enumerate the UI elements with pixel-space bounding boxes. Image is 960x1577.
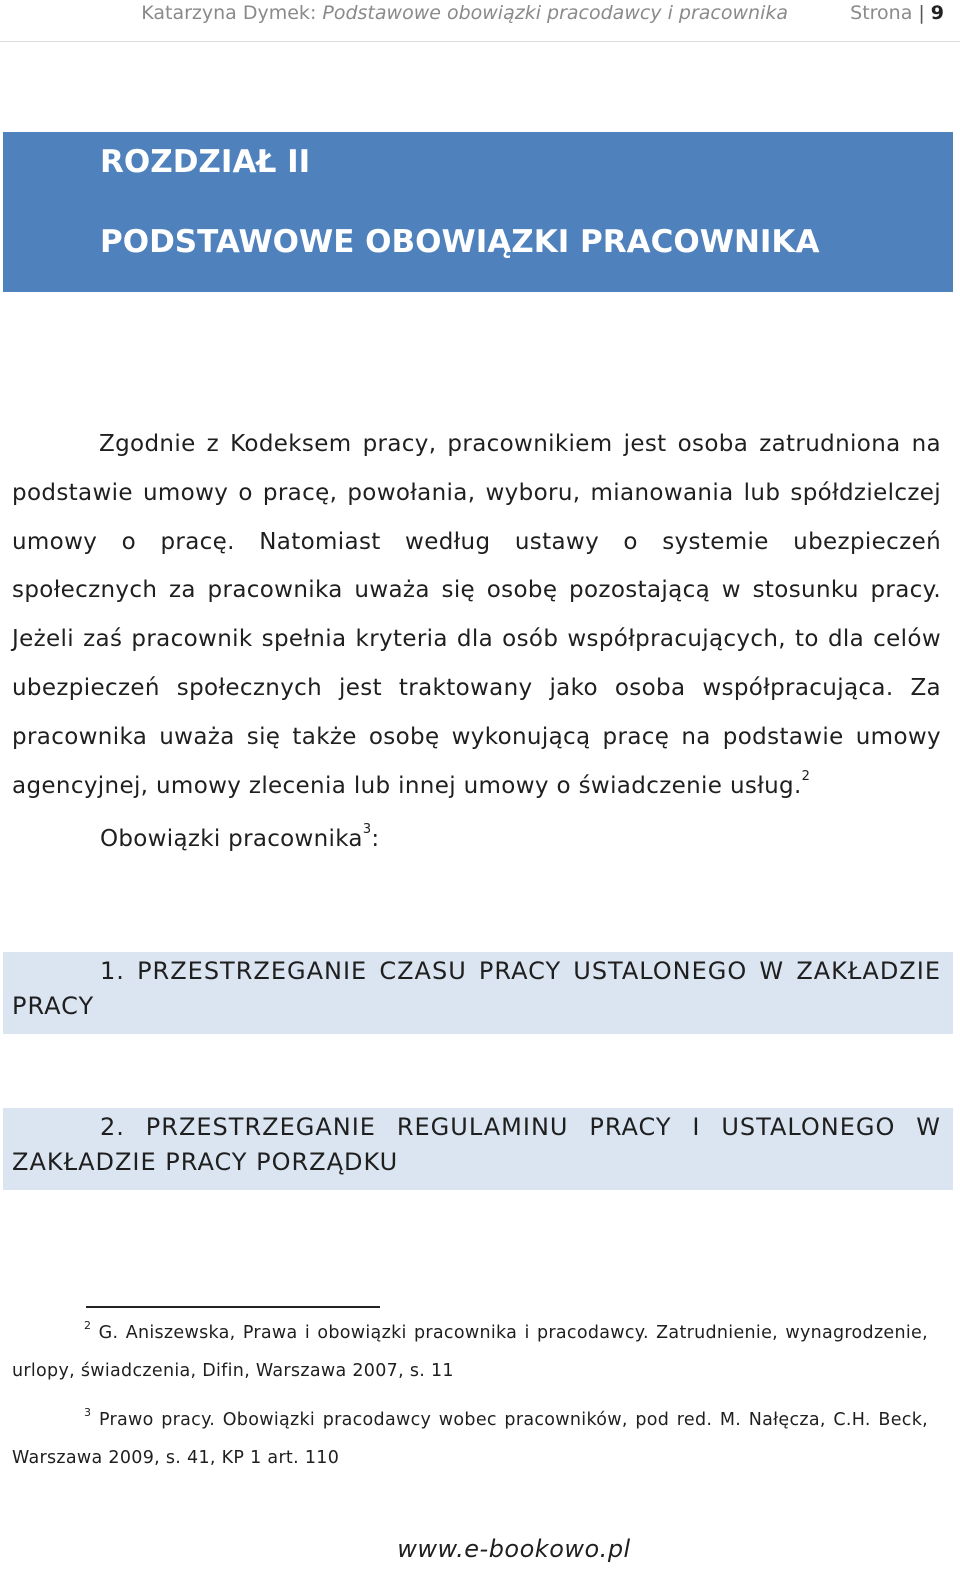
duty-text-block [12, 954, 941, 1024]
duty-number: 1. [100, 957, 125, 985]
footnote-number: 2 [84, 1319, 92, 1332]
footnote [12, 1402, 928, 1477]
footnote-separator [86, 1306, 380, 1308]
author-name: Katarzyna Dymek: [141, 2, 317, 24]
chapter-heading [3, 132, 953, 292]
duty-number: 2. [100, 1113, 125, 1141]
footnote-text: G. Aniszewska, Prawa i obowiązki pracownika i pracodawcy. Zatrudnienie, wynagrodzenie, urlopy, świadczenia, Difin, Warszawa 2007, s. 11 [12, 1323, 928, 1381]
body-paragraph [12, 420, 941, 810]
duty-item [3, 1108, 953, 1190]
duty-text: PRZESTRZEGANIE CZASU PRACY USTALONEGO W ZAKŁADZIE PRACY [12, 957, 941, 1020]
chapter-number: ROZDZIAŁ II [100, 144, 311, 180]
page-header [0, 0, 960, 42]
duties-colon: : [371, 826, 380, 852]
duties-heading [100, 822, 380, 852]
duties-label: Obowiązki pracownika [100, 826, 363, 852]
running-title [141, 2, 788, 24]
page-label: Strona [850, 2, 913, 24]
footnote-number: 3 [84, 1406, 92, 1419]
footnote-text: Prawo pracy. Obowiązki pracodawcy wobec pracowników, pod red. M. Nałęcza, C.H. Beck, Warszawa 2009, s. 41, KP 1 art. 110 [12, 1410, 928, 1468]
footnote [12, 1315, 928, 1390]
duty-text-block [12, 1110, 941, 1180]
page-number: 9 [930, 2, 944, 24]
footnote-ref[interactable]: 2 [801, 768, 811, 784]
page-separator: | [918, 2, 925, 24]
footer-url[interactable]: www.e-bookowo.pl [397, 1535, 631, 1563]
chapter-title: PODSTAWOWE OBOWIĄZKI PRACOWNIKA [100, 224, 820, 260]
footnote-ref[interactable]: 3 [362, 822, 372, 837]
duty-item [3, 952, 953, 1034]
page-indicator [850, 2, 944, 24]
paragraph-text: Zgodnie z Kodeksem pracy, pracownikiem jest osoba zatrudniona na podstawie umowy o pracę, powołania, wyboru, mianowania lub spółdzielczej umowy o pracę. Natomiast według ustawy o systemie ubezpieczeń społecznych za pracownika uważa się osobę pozostającą w stosunku pracy. Jeżeli zaś pracownik spełnia kryteria dla osób współpracujących, to dla celów ubezpieczeń społecznych jest traktowany jako osoba współpracująca. Za pracownika uważa się także osobę wykonującą pracę na podstawie umowy agencyjnej, umowy zlecenia lub innej umowy o świadczenie usług. [12, 431, 941, 799]
duty-text: PRZESTRZEGANIE REGULAMINU PRACY I USTALONEGO W ZAKŁADZIE PRACY PORZĄDKU [12, 1113, 941, 1176]
book-title: Podstawowe obowiązki pracodawcy i pracownika [322, 2, 788, 24]
